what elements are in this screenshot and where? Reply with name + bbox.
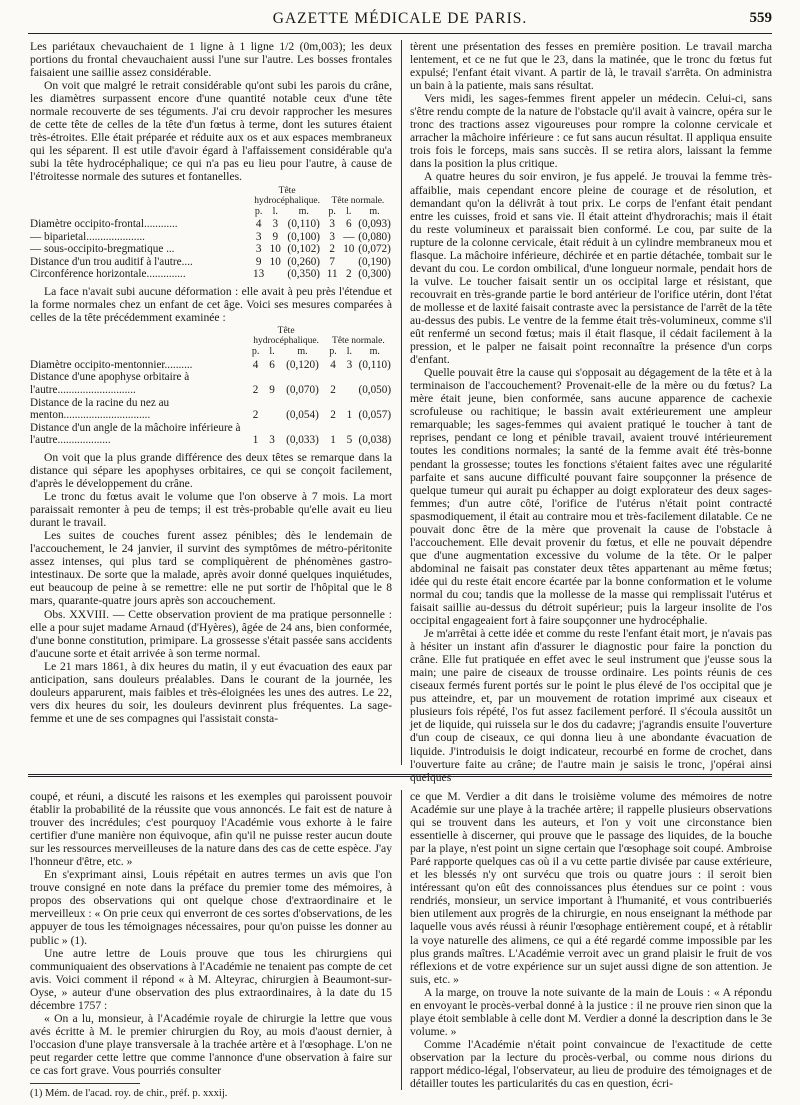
cell: 2 [330,409,336,422]
cell: (0,350) [287,268,321,281]
cell: 3 [255,230,262,243]
cell: (0,110) [358,358,391,371]
table-row [30,371,392,396]
cell: 11 [326,268,338,281]
cell: (0,038) [358,434,392,447]
cell: (0,080) [358,230,391,243]
cell: 6 [269,358,275,371]
cell: 10 [269,255,281,268]
table-row [30,243,392,256]
cell [267,268,284,281]
cell: (0,050) [358,384,392,396]
unit-cell: m. [369,346,380,358]
paragraph: Vers midi, les sages-femmes firent appeler un médecin. Celui-ci, sans s'être rendu compte de la nature de l'obstacle qu'il avait à vaincre, opéra sur le tronc des tractions assez vigoureuses pour rompre la colonne cervicale et arracher la mâchoire inférieure : ce fut sans aucun résultat. Il appliqua ensuite trois fois le forceps, mais sans succès. Il se retira alors, laissant la femme dans la position la plus critique. [410,92,772,171]
paragraph: Le tronc du fœtus avait le volume que l'on observe à 7 mois. La mort paraissait remonter à peu de temps; il est très-probable qu'elle avait eu lieu durant le travail. [30,490,392,530]
cell: 7 [329,255,335,268]
cell: 3 [272,218,279,231]
table-row [30,218,392,231]
paragraph: On voit que malgré le retrait considérable qu'ont subi les parois du crâne, les diamètres surpassent encore d'une quantité notable ceux d'une tête normale recouverte de ses téguments. J'ai cru devoir rapprocher les mesures de cette tête de celles de la tête d'un fœtus à terme, dont les sutures étaient très-étroites. Elle était préparée et réduite aux os et aux espaces membraneux qui les séparent. Il est utile d'avoir égard à l'affaissement considérable qu'a subi la tête hydrocéphalique; ce qui n'a pas eu lieu pour l'autre, à cause de l'étroitesse normale des sutures et fontanelles. [30,79,392,184]
paragraph: On voit que la plus grande différence des deux têtes se remarque dans la distance qui sépare les apophyses orbitaires, ce qui se conçoit facilement, d'après le développement du crâne. [30,450,392,491]
table-row [30,231,392,244]
cell: 9 [255,255,262,268]
skull-measurements-table [30,186,392,282]
cell: (0,070) [286,384,319,396]
row-label: Distance d'un angle de la mâchoire inférieure à l'autre................... [30,421,241,447]
column-divider [401,40,402,765]
unit-cell: p. [328,205,336,217]
cell: (0,093) [358,218,391,231]
table-row [30,268,392,281]
cell: 1 [252,434,259,447]
journal-title: GAZETTE MÉDICALE DE PARIS. [272,10,528,27]
cell: 4 [252,358,259,371]
cell [340,256,357,269]
face-measurements-table [30,326,392,447]
column-top-right [410,40,772,784]
paragraph: En s'exprimant ainsi, Louis répétait en autres termes un avis que l'on trouve consigné en note dans la préface du premier tome des mémoires, à propos des observations qui ont quelque chose d'extraordinaire et le merveilleux : « On prie ceux qui enverront de ces sortes d'observations, de les appuyer de tous les témoignages nécessaires, pour qu'on puisse les donner au public » (1). [30,868,392,947]
paragraph: coupé, et réuni, a discuté les raisons et les exemples qui paroissent pouvoir établir la probabilité de la réussite que vous annoncés. Le fait est de nature à trouver des incrédules; c'est pourquoy l'Académie vous exhorte à le faire certifier d'une manière non équivoque, afin qu'il ne puisse rester aucun doute sur les ressources merveilleuses de la nature dans des cas de cette espèce. J'ay l'honneur d'être, etc. » [30,790,392,869]
paragraph: ce que M. Verdier a dit dans le troisième volume des mémoires de notre Académie sur une playe à la trachée artère; il rappelle plusieurs observations qui se trouvent dans les auteurs, et l'on y voit une circonstance bien essentielle à discerner, qui prouve que le passage des liquides, de la bouche par la playe, n'est point un signe certain que l'œsophage soit coupé. Ambroise Paré rapporte quelques cas où il a vu cette partie divisée par cause extérieure, et les blessés n'y ont survécu que trois ou quatre jours : il seroit bien intéressant qu'on eût des connoissances plus étendues sur ce point : vous rendriés, monsieur, un service important à l'humanité, et vous contribueriés bien utilement aux progrès de la chirurgie, en nous enseignant la méthode par laquelle vous avés réussi à réunir l'œsophage entièrement coupé, et à rétablir la voye naturelle des alimens, ce qui a été regardé comme impossible par les plus grands maîtres. L'Académie verroit avec un grand plaisir le fruit de vos réflexions et de votre expérience sur un sujet aussi digne de son attention. Je suis, etc. » [410,790,772,986]
cell: (0,057) [358,409,392,422]
cell: (0,300) [358,268,391,281]
cell: (0,120) [286,358,319,371]
cell: 2 [345,268,352,281]
row-label: — biparietal..................... [30,230,145,243]
row-label: Distance d'un trou auditif à l'autre.... [30,255,193,268]
column-divider [401,790,402,1090]
cell: 2 [330,384,336,396]
cell: 3 [255,243,262,256]
cell: 1 [346,409,353,422]
table-row [30,397,392,422]
unit-cell: p. [251,346,260,358]
cell [341,371,357,396]
table-head-hydro: Tête hydrocéphalique. [254,185,320,206]
footnote: (1) Mém. de l'acad. roy. de chir., préf. p. xxxij. [30,1088,228,1100]
unit-cell: p. [254,205,263,217]
paragraph: Je m'arrêtai à cette idée et comme du reste l'enfant était mort, je n'avais pas à hésiter un instant afin d'assurer le diagnostic pour faire la ponction du crâne. Elle fut pratiquée en effet avec le seul instrument que j'eusse sous la main; une paire de ciseaux de trousse ordinaire. Les points réunis de ces ciseaux fermés furent portés sur le point le plus élevé de l'os occipital que je pus atteindre, et, par un mouvement de rotation imprimé aux ciseaux et plusieurs fois répété, l'os fut assez facilement perforé. Il s'écoula aussitôt un jet de liquide, qui ruissela sur le dos du cadavre; j'agrandis ensuite l'ouverture d'un coup de ciseaux, ce qui donna lieu à une abondante évacuation de liquide. J'introduisis le doigt indicateur, recourbé en forme de crochet, dans l'ouverture faite au crâne; de l'autre main je saisis le tronc, j'opérai ainsi quelques [410,627,772,784]
cell: 4 [330,358,336,371]
row-label: Distance d'une apophyse orbitaire à l'autre............................ [30,371,190,396]
cell: (0,072) [358,243,391,256]
table-head-normal: Tête normale. [331,195,385,206]
table-row [30,256,392,269]
paragraph: La face n'avait subi aucune déformation : elle avait à peu près l'étendue et la forme normales chez un enfant de cet âge. Voici ses mesures comparées à celles de la tête précédemment examinée : [30,285,392,325]
column-bottom-right [410,790,772,1090]
paragraph: Comme l'Académie n'était point convaincue de l'exactitude de cette observation par la lecture du procès-verbal, ou comme nous dirions du rapport médico-légal, l'observateur, au lieu de produire des témoignages et de détailler toutes les particularités du cas en question, écri- [410,1037,772,1091]
unit-cell: l. [346,205,352,217]
paragraph: Une autre lettre de Louis prouve que tous les chirurgiens qui communiquaient des observations à l'Académie ne tenaient pas compte de cet avis. Voici comment il répond « à M. Alteyrac, chirurgien à Beaumont-sur-Oyse, » auteur d'une observation des plus extraordinaires, à la date du 15 décembre 1757 : [30,946,392,1012]
cell: 3 [329,230,335,243]
cell: 9 [272,230,279,243]
column-top-left [30,40,392,765]
cell: (0,033) [286,434,319,447]
cell: 9 [269,384,275,396]
header-rule [28,33,772,34]
page-number: 559 [749,10,772,26]
cell: 5 [346,434,353,447]
unit-cell: m. [369,205,380,217]
row-label: Diamètre occipito-mentonnier.......... [30,358,193,371]
footnote-rule [30,1083,140,1084]
paragraph: A la marge, on trouve la note suivante de la main de Louis : « A répondu en envoyant le procès-verbal donné à la justice : il ne prouve rien sinon que la playe étoit semblable à celle dont M. Verdier a donné la description dans le 3e volume. » [410,985,772,1038]
cell: 1 [330,434,336,447]
cell: 2 [252,409,259,422]
cell: 3 [329,218,335,231]
paragraph: Le 21 mars 1861, à dix heures du matin, il y eut évacuation des eaux par anticipation, sans douleurs préalables. Dans le courant de la journée, les douleurs apparurent, mais faibles et très-éloignées les unes des autres. Le 22, vers dix heures du soir, les douleurs devinrent plus fréquentes. La sage-femme et une de ses compagnes qui l'assistait consta- [30,659,392,725]
table-row [30,359,392,372]
cell: 6 [345,218,352,231]
table-head-normal: Tête normale. [332,336,385,347]
paragraph: A quatre heures du soir environ, je fus appelé. Je trouvai la femme très-affaiblie, mais cependant encore pleine de courage et de résolution, et demandant qu'on la délivrât à tout prix. Le corps de l'enfant était pendant entre les cuisses, froid et sans vie. Il était atteint d'hydrorachis; mais il était du reste volumineux et paraissait bien conformé. Le cou, par suite de la rupture de la colonne cervicale, était réduit à un cylindre membraneux mou et flasque. La mâchoire inférieure, déchirée et en partie détachée, tombait sur le devant du cou. Le cordon ombilical, d'une longueur normale, pendait hors de la vulve. Le toucher faisait sentir un os occipital large et résistant, que recouvrait en très-grande partie le bord antérieur de l'orifice utérin, dont l'état de mollesse et de laxité faisait contraste avec la persistance de l'arrêt de la tête au-dessus des pubis. Le ventre de la femme était très-volumineux, comme s'il eût renfermé un second fœtus; mais il était flasque, il cédait facilement à la pression, et le palper ne faisait point reconnaître la présence d'un corps d'enfant. [410,170,772,367]
cell [264,397,280,422]
cell: 13 [253,268,265,281]
row-label: Circonférence horizontale.............. [30,268,186,281]
paragraph: Obs. XXVIII. — Cette observation provient de ma pratique personnelle : elle a pour sujet madame Arnaud (d'Hyères), âgée de 24 ans, bien conformée, d'une bonne constitution, primipare. La grossesse s'était passée sans accidents d'aucune sorte et était arrivée à son terme normal. [30,607,392,660]
cell: 10 [269,243,281,256]
row-label: Diamètre occipito-frontal............ [30,218,178,231]
row-label: — sous-occipito-bregmatique ... [30,243,175,256]
cell: (0,190) [358,255,391,268]
paragraph: « On a lu, monsieur, à l'Académie royale de chirurgie la lettre que vous avés écritte à M. le premier chirurgien du Roy, au mois d'aoust dernier, à l'occasion d'une playe transversale à la trachée artère et à l'œsophage. L'on ne peut regarder cette lettre que comme l'annonce d'une observation à faire sur ce cas fort grave. Vous pourriés consulter [30,1011,392,1077]
unit-cell: l. [269,346,275,358]
unit-cell: m. [298,205,309,217]
cell: (0,102) [287,243,321,256]
cell: 4 [255,218,262,231]
cell: 2 [329,243,335,256]
paragraph: Les pariétaux chevauchaient de 1 ligne à 1 ligne 1/2 (0m,003); les deux portions du frontal chevauchaient aussi l'une sur l'autre. Les bosses frontales faisaient une saillie assez considérable. [30,40,392,80]
cell: (0,260) [287,255,321,268]
table-row [30,422,392,447]
unit-cell: m. [297,346,308,358]
cell: (0,100) [287,230,321,243]
paragraph: Les suites de couches furent assez pénibles; dès le lendemain de l'accouchement, le 24 janvier, il survint des symptômes de métro-péritonite assez intenses, qui plus tard se compliquèrent de phénomènes gastro-intestinaux. De sorte que la malade, après avoir donné quelques inquiétudes, eut beaucoup de peine à se remettre: elle ne put sortir de l'hôpital que le 8 mars, quarante-quatre jours après son accouchement. [30,529,392,608]
cell: (0,110) [287,218,320,231]
unit-cell: l. [346,346,353,358]
section-divider [28,774,772,777]
row-label: Distance de la racine du nez au menton............................... [30,396,170,422]
column-bottom-left [30,790,392,1100]
cell: — [343,230,355,243]
unit-cell: l. [272,205,278,217]
table-head-hydro: Tête hydrocéphalique. [253,326,319,347]
cell: 3 [269,434,275,447]
cell: 2 [252,384,259,396]
paragraph: Quelle pouvait être la cause qui s'opposait au dégagement de la tête et à la terminaison de l'accouchement? Provenait-elle de la mère ou du fœtus? La mère était jeune, bien conformée, sans aucune apparence de cachexie scrofuleuse ou rachitique; le bassin avait extérieurement une ampleur remarquable; les sages-femmes qui avaient pratiqué le toucher à tant de reprises, pendant ce long et pénible travail, avaient trouvé intérieurement toutes les conditions normales; la santé de la femme avait été très-bonne pendant la grossesse; toutes les fonctions s'étaient faites avec une régularité parfaite et sans aucune difficulté pouvant faire soupçonner la présence de quelque tumeur qui aurait pu échapper au doigt explorateur des deux sages-femmes; d'un autre côté, l'orifice de l'utérus n'était point contracté spasmodiquement, il était au contraire mou et très-facilement dilatable. Ce ne pouvait donc être de la mère que provenait la cause de l'obstacle à l'accouchement. Elle devait provenir du fœtus, et elle ne pouvait dépendre que d'une augmentation excessive du volume de la tête. Or le palper abdominal ne faisait pas constater deux têtes appartenant au même fœtus; idée qui du reste était encore écartée par la bonne conformation et le volume normal du cou; tandis que la mollesse de la masse qui remplissait l'utérus et faisait saillie au-dessus du détroit supérieur; puis la largeur insolite de l'os occipital engageaient fort à faire soupçonner une hydrocéphalie. [410,366,772,628]
cell: (0,054) [286,409,319,422]
unit-cell: p. [329,346,337,358]
page-header [28,10,772,32]
cell: 3 [346,358,353,371]
cell: 10 [343,243,355,256]
paragraph: tèrent une présentation des fesses en première position. Le travail marcha lentement, et ce ne fut que le 23, dans la matinée, que le tronc du fœtus fut expulsé; l'enfant était vivant. A partir de là, le travail s'arrêta. On administra un bain à la patiente, mais sans résultat. [410,40,772,93]
